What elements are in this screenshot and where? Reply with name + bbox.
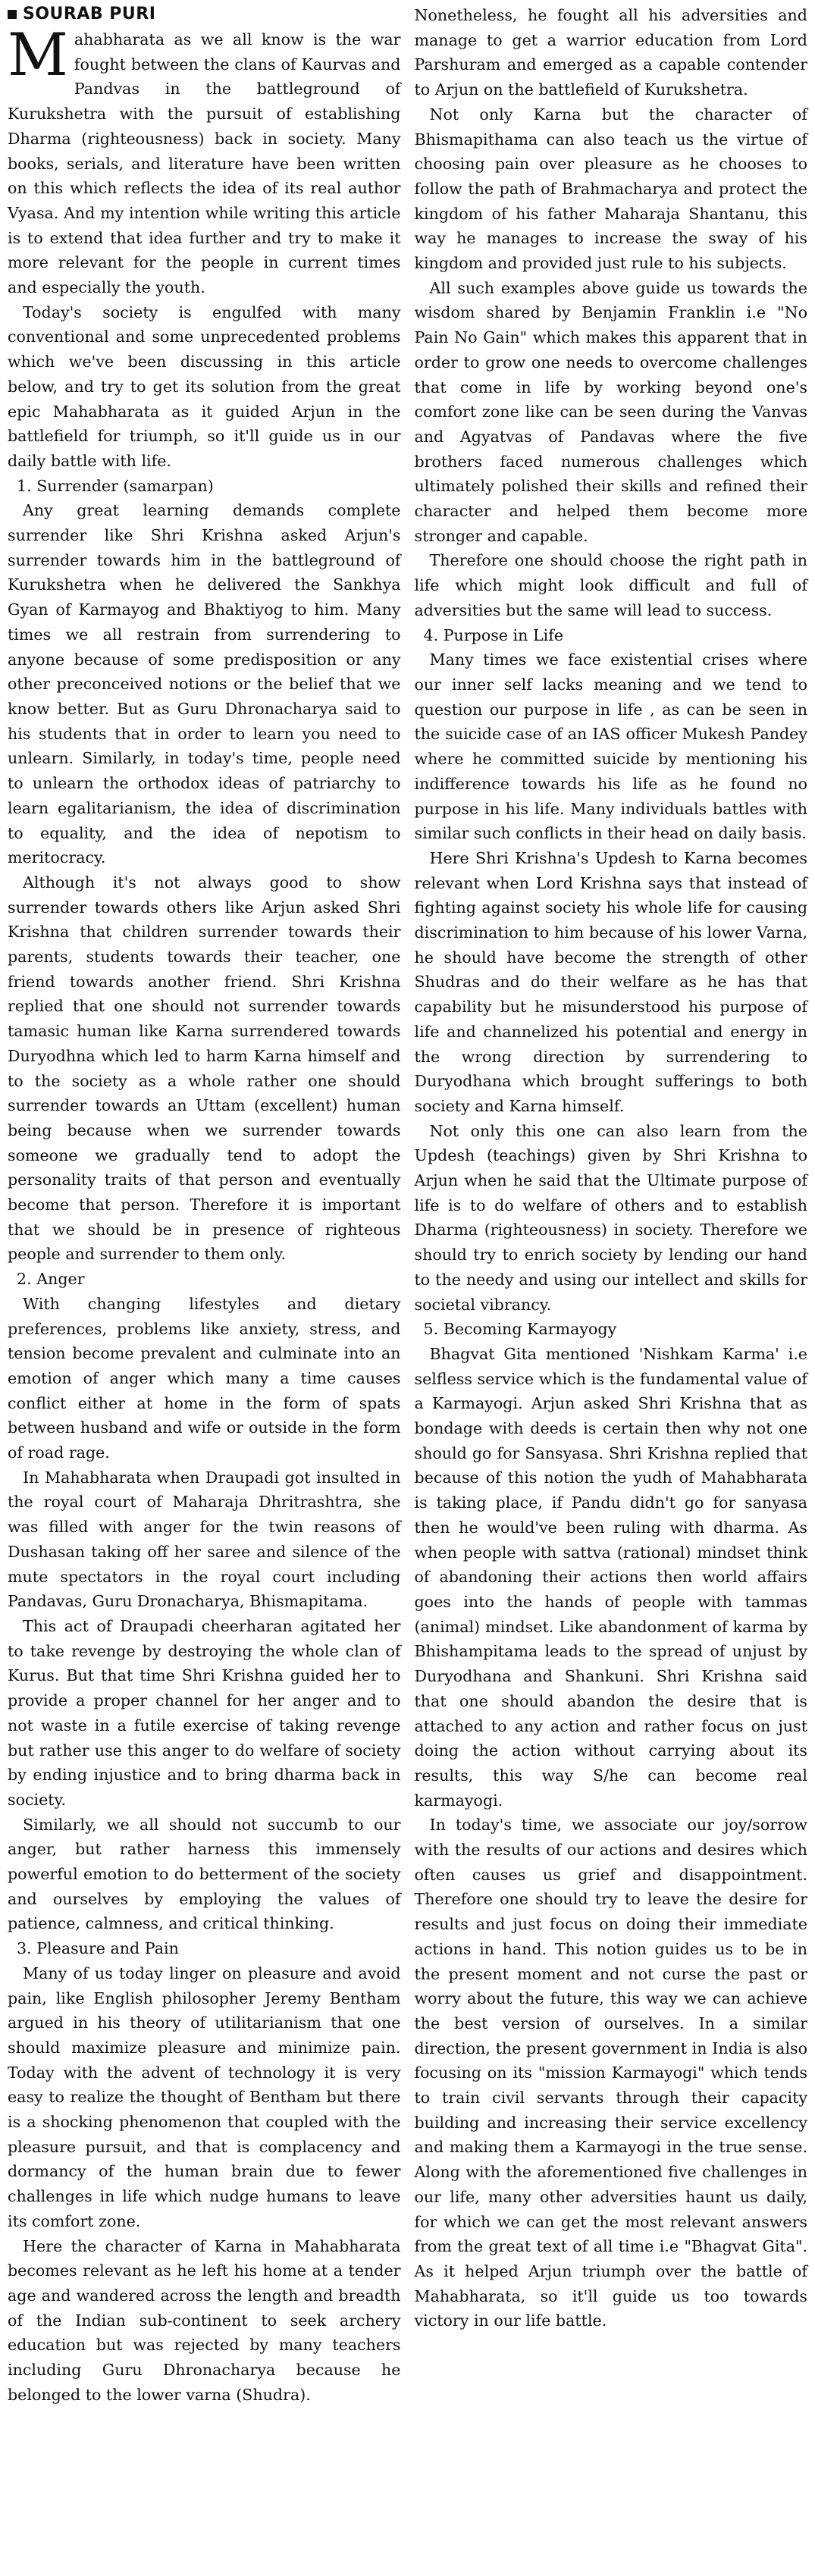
article-paragraph xyxy=(415,548,808,622)
article-paragraph xyxy=(8,2234,401,2408)
paragraph-text: Here Shri Krishna's Updesh to Karna becomes relevant when Lord Krishna says that instead of fighting against society his whole life for causing discrimination to him because of his lower Varna, he should have become the strength of other Shudras and do their welfare as he has that capability but he misunderstood his purpose of life and channelized his potential and energy in the wrong direction by surrendering to Duryodhana which brought sufferings to both society and Karna himself. xyxy=(414,848,807,1115)
article-paragraph xyxy=(8,498,401,870)
byline-square-icon xyxy=(8,10,17,19)
paragraph-text: Here the character of Karna in Mahabharata becomes relevant as he left his home at a tender age and wandered across the length and breadth of the Indian sub-continent to seek archery education but was rejected by many teachers including Guru Dhronacharya because he belonged to the lower varna (Shudra). xyxy=(8,2236,401,2404)
article-paragraph xyxy=(415,1813,808,2333)
paragraph-text: Today's society is engulfed with many conventional and some unprecedented problems which we've been discussing in this article below, and try to get its solution from the great epic Mahabharata as it guided Arjun in the battlefield for triumph, so it'll guide us in our daily battle with life. xyxy=(8,302,401,470)
paragraph-text: Many of us today linger on pleasure and avoid pain, like English philosopher Jeremy Bentham argued in his theory of utilitarianism that one should maximize pleasure and minimize pain. Today with the advent of technology it is very easy to realize the thought of Bentham but there is a shocking phenomenon that coupled with the pleasure pursuit, and that is complacency and dormancy of the human brain due to fewer challenges in life which nudge humans to leave its comfort zone. xyxy=(8,1963,401,2230)
article-paragraph xyxy=(8,870,401,1267)
section-heading xyxy=(8,1936,401,1961)
paragraph-text: Not only this one can also learn from the Updesh (teachings) given by Shri Krishna to Arjun when he said that the Ultimate purpose of life is to do welfare of others and to establish Dharma (righteousness) in society. Therefore we should try to enrich society by lending our hand to the needy and using our intellect and skills for societal vibrancy. xyxy=(414,1121,807,1314)
byline xyxy=(8,3,401,26)
article-paragraph xyxy=(8,21,401,300)
paragraph-text: Not only Karna but the character of Bhismapithama can also teach us the virtue of choosing pain over pleasure as he chooses to follow the path of Brahmacharya and protect the kingdom of his father Maharaja Shantanu, this way he manages to increase the sway of his kingdom and provided just rule to his subjects. xyxy=(414,105,807,273)
section-heading-text: 4. Purpose in Life xyxy=(423,625,564,644)
paragraph-text: Any great learning demands complete surrender like Shri Krishna asked Arjun's surrender towards him in the battleground of Kurukshetra when he delivered the Sankhya Gyan of Karmayog and Bhaktiyog to him. Many times we all restrain from surrendering to anyone because of some predisposition or any other preconceived notions or the belief that we know better. But as Guru Dhronacharya said to his students that in order to learn you need to unlearn. Similarly, in today's time, people need to unlearn the orthodox ideas of patriarchy to learn egalitarianism, the idea of discrimination to equality, and the idea of nepotism to meritocracy. xyxy=(8,501,401,867)
paragraph-text: With changing lifestyles and dietary preferences, problems like anxiety, stress, and tension become prevalent and culminate into an emotion of anger which many a time causes conflict either at home in the form of spats between husband and wife or outside in the form of road rage. xyxy=(8,1294,401,1462)
section-heading xyxy=(8,474,401,499)
drop-cap: M xyxy=(8,21,68,89)
article-paragraph xyxy=(415,647,808,846)
section-heading-text: 5. Becoming Karmayogy xyxy=(423,1320,617,1339)
section-heading xyxy=(415,623,808,648)
article-paragraph xyxy=(415,846,808,1119)
column-right xyxy=(415,3,808,2576)
paragraph-text: Although it's not always good to show surrender towards others like Arjun asked Shri Krishna that children surrender towards their parents, students towards their teacher, one friend towards another friend. Shri Krishna replied that one should not surrender towards tamasic human like Karna surrendered towards Duryodhna which led to harm Karna himself and to the society as a whole rather one should surrender towards an Uttam (excellent) human being because when we surrender towards someone we gradually tend to adopt the personality traits of that person and eventually become that person. Therefore it is important that we should be in presence of righteous people and surrender to them only. xyxy=(8,873,401,1264)
paragraph-text: This act of Draupadi cheerharan agitated her to take revenge by destroying the whole clan of Kurus. But that time Shri Krishna guided her to provide a proper channel for her anger and to not waste in a futile exercise of taking revenge but rather use this anger to do welfare of society by ending injustice and to bring dharma back in society. xyxy=(8,1617,401,1809)
article-paragraph xyxy=(8,1813,401,1937)
article-paragraph xyxy=(8,1614,401,1813)
section-heading-text: 3. Pleasure and Pain xyxy=(17,1939,179,1958)
article-paragraph xyxy=(415,276,808,549)
section-heading xyxy=(8,1267,401,1292)
article-paragraph xyxy=(8,1292,401,1465)
paragraph-text: Similarly, we all should not succumb to our anger, but rather harness this immensely powerful emotion to do betterment of the society and ourselves by employing the values of patience, calmness, and critical thinking. xyxy=(8,1815,401,1933)
paragraph-text: Bhagvat Gita mentioned 'Nishkam Karma' i.e selfless service which is the fundamental value of a Karmayogi. Arjun asked Shri Krishna that as bondage with deeds is certain then why not one should go for Sansyasa. Shri Krishna replied that because of this notion the yudh of Mahabharata is taking place, if Pandu didn't go for sanyasa then he would've been ruling with dharma. As when people with sattva (rational) mindset think of abandoning their actions then world affairs goes into the hands of people with tammas (animal) mindset. Like abandonment of karma by Bhishampitama leads to the spread of unjust by Duryodhana and Shankuni. Shri Krishna said that one should abandon the desire that is attached to any action and rather focus on just doing the action without carrying about its results, this way S/he can become real karmayogi. xyxy=(414,1344,807,1810)
section-heading-text: 2. Anger xyxy=(17,1270,85,1289)
paragraph-text: Many times we face existential crises where our inner self lacks meaning and we tend to question our purpose in life , as can be seen in the suicide case of an IAS officer Mukesh Pandey where he committed suicide by mentioning his indifference towards his life as he found no purpose in his life. Many individuals battles with similar such conflicts in their head on daily basis. xyxy=(414,650,807,843)
paragraph-text: ahabharata as we all know is the war fought between the clans of Kaurvas and Pandvas in the battleground of Kurukshetra with the pursuit of establishing Dharma (righteousness) back in society. Many books, serials, and literature have been written on this which reflects the idea of its real author Vyasa. And my intention while writing this article is to extend that idea further and try to make it more relevant for the people in current times and especially the youth. xyxy=(8,30,401,297)
paragraph-text: In today's time, we associate our joy/sorrow with the results of our actions and desires which often causes us grief and disappointment. Therefore one should try to leave the desire for results and just focus on doing their immediate actions in hand. This notion guides us to be in the present moment and not curse the past or worry about the future, this way we can achieve the best version of ourselves. In a similar direction, the present government in India is also focusing on its "mission Karmayogi" which tends to train civil servants through their capacity building and increasing their service excellency and making them a Karmayogi in the true sense. Along with the aforementioned five challenges in our life, many other adversities haunt us daily, for which we can get the most relevant answers from the great text of all time i.e "Bhagvat Gita". As it helped Arjun triumph over the battle of Mahabharata, so it'll guide us too towards victory in our life battle. xyxy=(414,1816,807,2330)
article-paragraph xyxy=(415,1342,808,1813)
article-paragraph xyxy=(8,1961,401,2234)
article-paragraph xyxy=(8,300,401,474)
section-heading-text: 1. Surrender (samarpan) xyxy=(17,476,214,495)
column-left xyxy=(8,3,401,2576)
paragraph-text: Therefore one should choose the right path in life which might look difficult and full of adversities but the same will lead to success. xyxy=(414,551,807,619)
article-paragraph xyxy=(8,1465,401,1614)
paragraph-text: All such examples above guide us towards the wisdom shared by Benjamin Franklin i.e "No Pain No Gain" which makes this apparent that in order to grow one needs to overcome challenges that come in life by working beyond one's comfort zone like can be seen during the Vanvas and Agyatvas of Pandavas where the five brothers faced numerous challenges which ultimately polished their skills and refined their character and helped them become more stronger and capable. xyxy=(414,278,807,545)
section-heading xyxy=(415,1317,808,1342)
article-paragraph xyxy=(415,1119,808,1318)
paragraph-text: Nonetheless, he fought all his adversities and manage to get a warrior education from Lord Parshuram and emerged as a capable contender to Arjun on the battlefield of Kurukshetra. xyxy=(414,6,807,99)
author-name: SOURAB PURI xyxy=(23,5,156,24)
paragraph-text: In Mahabharata when Draupadi got insulted in the royal court of Maharaja Dhritrashtra, she was filled with anger for the twin reasons of Dushasan taking off her saree and silence of the mute spectators in the royal court including Pandavas, Guru Dronacharya, Bhismapitama. xyxy=(8,1468,401,1611)
article-paragraph xyxy=(415,102,808,276)
article-paragraph xyxy=(415,3,808,102)
